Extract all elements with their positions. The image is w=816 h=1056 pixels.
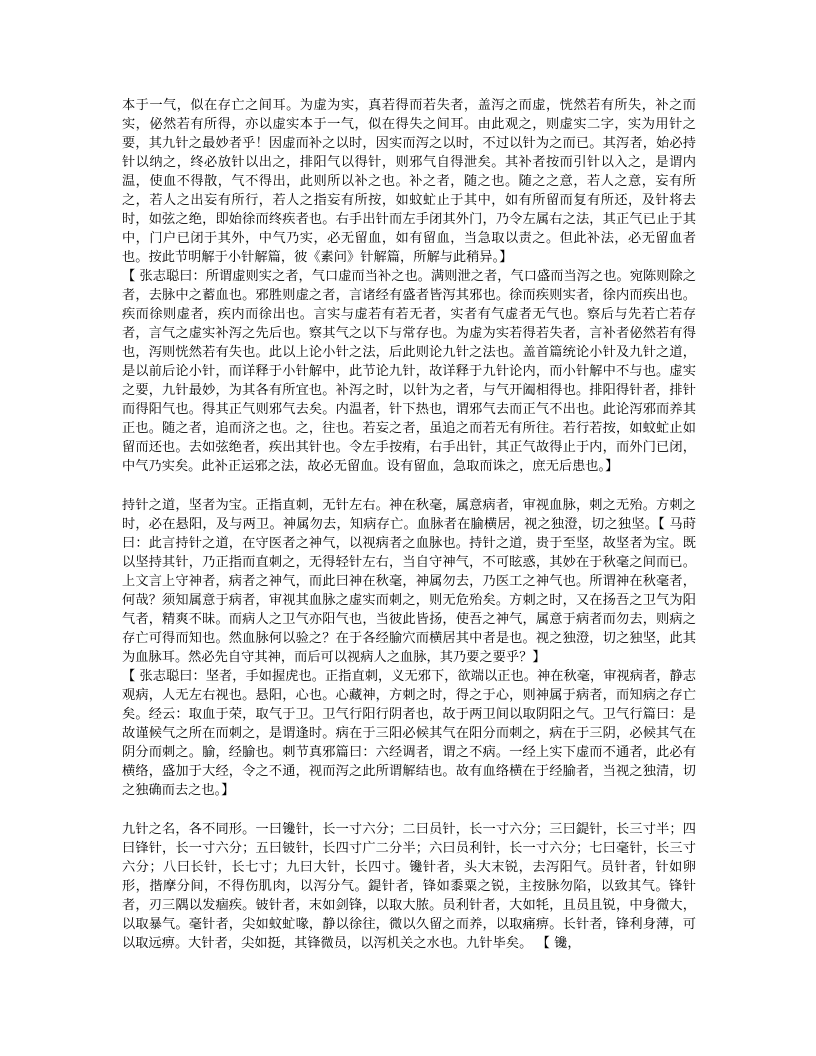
paragraph-3-holding-needle: 持针之道，坚者为宝。正指直刺，无针左右。神在秋毫，属意病者，审视血脉，刺之无殆。方刺之时，必在悬阳，及与两卫。神属勿去，知病存亡。血脉者在腧横居，视之独澄，切之独坚。【 马莳曰：此言持针之道，在守医者之神气，以视病者之血脉也。持针之道，贵于至坚，故坚者为宝。既以坚持其针，乃正指而直刺之，无得轻针左右，当自守神气，不可眩惑，其妙在于秋毫之间而已。上文言上守神者，病者之神气，而此曰神在秋毫，神属勿去，乃医工之神气也。所谓神在秋毫者，何哉？须知属意于病者，审视其血脉之虚实而刺之，则无危殆矣。方刺之时，又在扬吾之卫气为阳气者，精爽不昧。而病人之卫气亦阳气也，当彼此皆扬，使吾之神气，属意于病者而勿去，则病之存亡可得而知也。然血脉何以验之？在于各经腧穴而横居其中者是也。视之独澄，切之独坚，此其为血脉耳。然必先自守其神，而后可以视病人之血脉，其乃要之要乎？】 <box>122 498 696 665</box>
paragraph-5-nine-needles: 九针之名，各不同形。一曰镵针，长一寸六分；二曰员针，长一寸六分；三曰鍉针，长三寸半；四曰锋针，长一寸六分；五曰铍针，长四寸广二分半；六曰员利针，长一寸六分；七曰毫针，长三寸六分；八曰长针，长七寸；九曰大针，长四寸。镵针者，头大末锐，去泻阳气。员针者，针如卵形，揩摩分间，不得伤肌肉，以泻分气。鍉针者，锋如黍粟之锐，主按脉勿陷，以致其气。锋针者，刃三隅以发痼疾。铍针者，末如剑锋，以取大脓。员利针者，大如牦，且员且锐，中身微大，以取暴气。毫针者，尖如蚊虻喙，静以徐往，微以久留之而养，以取痛痹。长针者，锋利身薄，可以取远痹。大针者，尖如挺，其锋微员，以泻机关之水也。九针毕矣。 【 镵， <box>122 822 696 951</box>
paragraph-1: 本于一气，似在存亡之间耳。为虚为实，真若得而若失者，盖泻之而虚，恍然若有所失，补之而实，佖然若有所得，亦以虚实本于一气，似在得失之间耳。由此观之，则虚实二字，实为用针之要，其九针之最妙者乎！因虚而补之以时，因实而泻之以时，不过以针为之而已。其泻者，始必持针以纳之，终必放针以出之，排阳气以得针，则邪气自得泄矣。其补者按而引针以入之，是谓内温，使血不得散，气不得出，此则所以补之也。补之者，随之也。随之之意，若人之意，妄有所之，若人之出妄有所行，若人之指妄有所按，如蚊虻止于其中，如有所留而复有所还，及针将去时，如弦之绝，即始徐而终疾者也。右手出针而左手闭其外门，乃令左属右之法，其正气已止于其中，门户已闭于其外，中气乃实，必无留血，如有留血，当急取以责之。但此补法，必无留血者也。按此节明解于小针解篇，彼《素问》针解篇，所解与此稍异。】 <box>122 98 696 265</box>
paragraph-2-commentary-zhang: 【 张志聪曰：所谓虚则实之者，气口虚而当补之也。满则泄之者，气口盛而当泻之也。宛陈则除之者，去脉中之蓄血也。邪胜则虚之者，言诸经有盛者皆泻其邪也。徐而疾则实者，徐内而疾出也。疾而徐则虚者，疾内而徐出也。言实与虚若有若无者，实者有气虚者无气也。察后与先若亡若存者，言气之虚实补泻之先后也。察其气之以下与常存也。为虚为实若得若失者，言补者佖然若有得也，泻则恍然若有失也。此以上论小针之法，后此则论九针之法也。盖首篇统论小针及九针之道，是以前后论小针，而详释于小针解中，此节论九针，故详释于九针论内，而小针解中不与也。虚实之要，九针最妙，为其各有所宜也。补泻之时，以针为之者，与气开阖相得也。排阳得针者，排针而得阳气也。得其正气则邪气去矣。内温者，针下热也，谓邪气去而正气不出也。此论泻邪而养其正也。随之者，追而济之也。之，往也。若妄之者，虽追之而若无有所往。若行若按，如蚊虻止如留而还也。去如弦绝者，疾出其针也。令左手按痏，右手出针，其正气故得止于内，而外门已闭，中气乃实矣。此补正运邪之法，故必无留血。设有留血，急取而诛之，庶无后患也。】 <box>122 269 696 474</box>
paragraph-gap <box>122 800 696 820</box>
document-page <box>122 96 696 953</box>
paragraph-4-commentary-zhang: 【 张志聪曰：坚者，手如握虎也。正指直刺，义无邪下，欲端以正也。神在秋毫，审视病者，静志观病，人无左右视也。悬阳，心也。心藏神，方刺之时，得之于心，则神属于病者，而知病之存亡矣。经云：取血于荣，取气于卫。卫气行阳行阴者也，故于两卫间以取阴阳之气。卫气行篇曰：是故谨候气之所在而刺之，是谓逢时。病在于三阳必候其气在阳分而刺之，病在于三阴，必候其气在阴分而刺之。腧，经腧也。刺节真邪篇曰：六经调者，谓之不病。一经上实下虚而不通者，此必有横络，盛加于大经，令之不通，视而泻之此所谓解结也。故有血络横在于经腧者，当视之独清，切之独确而去之也。】 <box>122 669 696 798</box>
paragraph-gap <box>122 476 696 496</box>
